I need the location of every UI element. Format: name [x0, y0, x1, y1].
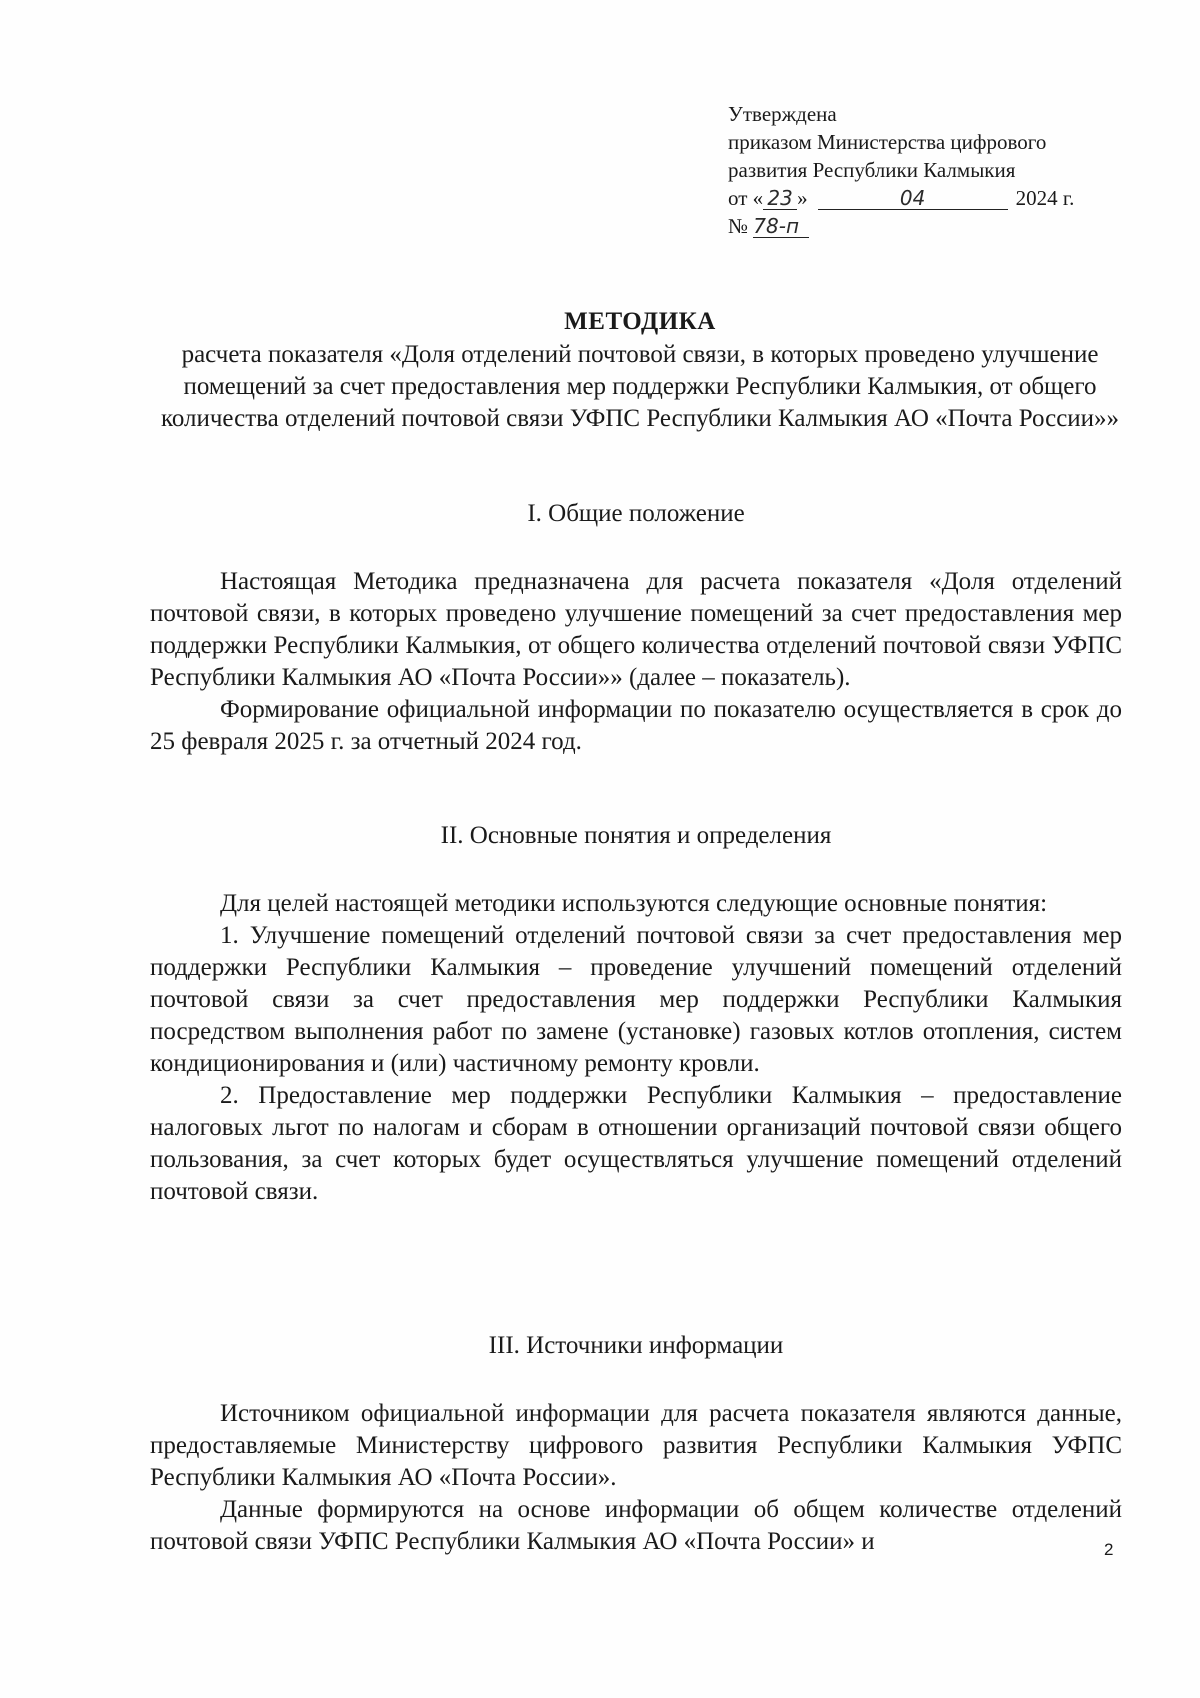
section-3-paragraph-2: Данные формируются на основе информации об общем количестве отделений почтовой связи УФПС Республики Калмыкия АО «Почта России» и	[150, 1496, 1122, 1555]
number-prefix: №	[728, 214, 749, 238]
number-handwritten: 78-п	[753, 215, 809, 238]
section-3-body	[150, 1398, 1122, 1558]
date-mid: »	[797, 186, 808, 210]
document-title: МЕТОДИКА	[564, 308, 716, 335]
section-3-heading: III. Источники информации	[488, 1332, 784, 1359]
date-month-handwritten: 04	[818, 187, 1008, 210]
page-number: 2	[1104, 1540, 1114, 1559]
date-year: 2024 г.	[1015, 186, 1075, 210]
section-1-heading: I. Общие положение	[527, 500, 745, 527]
date-day-handwritten: 23	[763, 187, 797, 210]
section-2-item-1: 1. Улучшение помещений отделений почтовой связи за счет предоставления мер поддержки Республики Калмыкия – проведение улучшений помещений отделений почтовой связи за счет предоставления мер поддержки Республики Калмыкия посредством выполнения работ по замене (установке) газовых котлов отопления, систем кондиционирования и (или) частичному ремонту кровли.	[150, 922, 1122, 1077]
date-prefix: от «	[728, 186, 764, 210]
section-2-item-2: 2. Предоставление мер поддержки Республики Калмыкия – предоставление налоговых льгот по налогам и сборам в отношении организаций почтовой связи общего пользования, за счет которых будет осуществляться улучшение помещений отделений почтовой связи.	[150, 1082, 1122, 1205]
approval-line-2: приказом Министерства цифрового	[728, 130, 1047, 154]
section-2-body	[150, 888, 1122, 1208]
section-2-heading: II. Основные понятия и определения	[440, 822, 832, 849]
section-2-paragraph-1: Для целей настоящей методики используются следующие основные понятия:	[220, 890, 1048, 917]
approval-line-1: Утверждена	[728, 102, 837, 126]
approval-block	[728, 100, 1108, 240]
section-3-paragraph-1: Источником официальной информации для расчета показателя являются данные, предоставляемые Министерству цифрового развития Республики Калмыкия УФПС Республики Калмыкия АО «Почта России».	[150, 1400, 1122, 1491]
section-1-paragraph-1: Настоящая Методика предназначена для расчета показателя «Доля отделений почтовой связи, в которых проведено улучшение помещений за счет предоставления мер поддержки Республики Калмыкия, от общего количества отделений почтовой связи УФПС Республики Калмыкия АО «Почта России»» (далее – показатель).	[150, 568, 1122, 691]
section-1-body	[150, 566, 1122, 758]
document-subtitle: расчета показателя «Доля отделений почтовой связи, в которых проведено улучшение помещений за счет предоставления мер поддержки Республики Калмыкия, от общего количества отделений почтовой связи УФПС Республики Калмыкия АО «Почта России»»	[160, 341, 1120, 432]
approval-date-line	[728, 184, 1108, 212]
document-title-block	[150, 305, 1130, 435]
section-1-paragraph-2: Формирование официальной информации по показателю осуществляется в срок до 25 февраля 2025 г. за отчетный 2024 год.	[150, 696, 1122, 755]
approval-line-3: развития Республики Калмыкия	[728, 158, 1016, 182]
approval-number-line	[728, 212, 1108, 240]
